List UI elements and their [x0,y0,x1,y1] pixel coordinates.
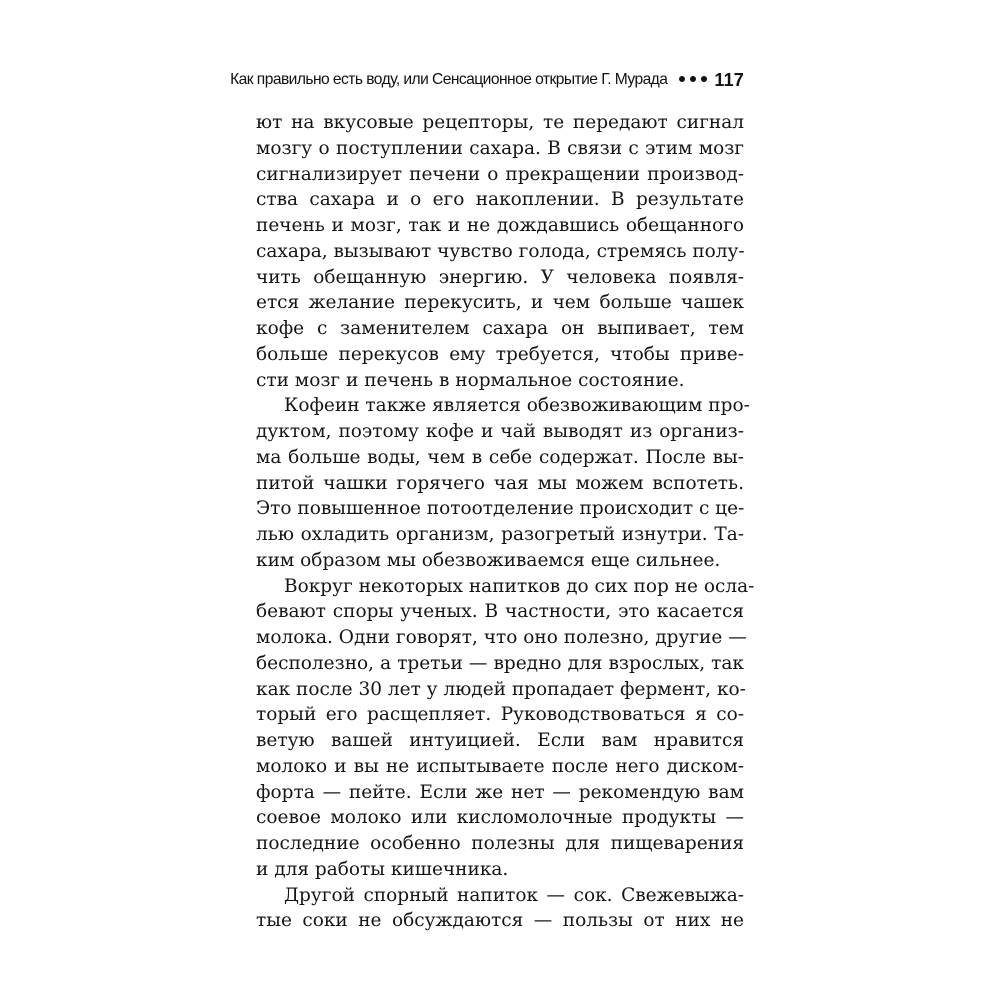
text-line: форта — пейте. Если же нет — рекомендую вам [256,781,744,803]
page-marker [679,70,744,91]
running-head [230,70,744,91]
paragraph-first-line: Другой спорный напиток — сок. Свежевыжа- [284,884,744,906]
page-number: 117 [714,70,744,90]
text-line: бевают споры ученых. В частности, это касается [256,601,744,623]
text-line: торый его расщепляет. Руководствоваться я со- [256,704,744,726]
text-line: соевое молоко или кисломолочные продукты — [256,807,744,829]
text-line: дуктом, поэтому кофе и чай выводят из организ- [256,421,744,442]
text-line: сигнализирует печени о прекращении производ- [256,163,744,185]
text-line: питой чашки горячего чая мы можем вспотеть. [256,472,744,494]
paragraph-first-line: Кофеин также является обезвоживающим про- [284,395,750,417]
text-line: последние особенно полезны для пищеварения [256,833,744,854]
body-text [256,110,755,934]
text-line: чить обещанную энергию. У человека появля- [256,266,744,288]
text-line: печень и мозг, так и не дождавшись обещанного [256,215,744,236]
text-line: ется желание перекусить, и чем больше чашек [256,292,744,314]
text-line: бесполезно, а третьи — вредно для взрослых, так [256,652,744,674]
text-line: мозгу о поступлении сахара. В связи с этим мозг [256,137,744,159]
text-line: молока. Одни говорят, что оно полезно, другие — [256,627,747,648]
dot-icon [690,76,696,82]
text-line: и для работы кишечника. [256,858,509,880]
text-line: тые соки не обсуждаются — пользы от них не [256,910,744,932]
text-line: ют на вкусовые рецепторы, те передают сигнал [256,112,744,133]
text-line: ким образом мы обезвоживаемся еще сильнее. [256,549,721,571]
text-line: ветую вашей интуицией. Если вам нравится [256,730,744,751]
text-line: кофе с заменителем сахара он выпивает, тем [256,318,744,339]
ornament-dots-icon [679,76,707,82]
paragraph-first-line: Вокруг некоторых напитков до сих пор не осла- [284,575,755,597]
text-line: Это повышенное потоотделение происходит с це- [256,498,745,520]
text-line: сти мозг и печень в нормальное состояние. [256,369,685,391]
book-title: Как правильно есть воду, или Сенсационное открытие Г. Мурада [230,70,668,88]
text-line: больше перекусов ему требуется, чтобы приве- [256,343,744,365]
dot-icon [701,76,707,82]
text-line: ма больше воды, чем в себе содержат. После вы- [256,446,744,468]
text-line: молоко и вы не испытываете после него диском- [256,755,744,777]
dot-icon [679,76,685,82]
text-line: лью охладить организм, разогретый изнутри. Та- [256,524,744,545]
text-line: сахара, вызывают чувство голода, стремясь полу- [256,240,745,262]
text-line: ства сахара и о его накоплении. В результате [256,189,744,211]
text-line: как после 30 лет у людей пропадает фермент, ко- [256,678,746,700]
